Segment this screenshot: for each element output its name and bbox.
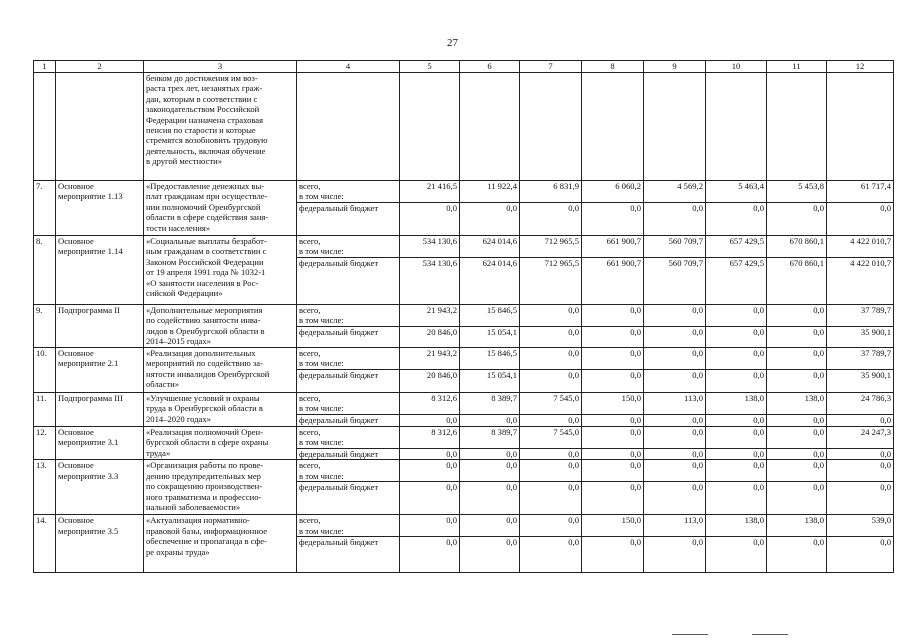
value-federal: 0,0 bbox=[582, 203, 644, 236]
row-number: 9. bbox=[34, 305, 56, 348]
value-total: 138,0 bbox=[706, 393, 767, 415]
table-row bbox=[34, 236, 894, 258]
value-federal: 712 965,5 bbox=[520, 258, 582, 305]
value-federal: 0,0 bbox=[706, 203, 767, 236]
value-total: 138,0 bbox=[706, 515, 767, 537]
value-total: 560 709,7 bbox=[644, 236, 706, 258]
value-total: 21 416,5 bbox=[400, 181, 460, 203]
table-row bbox=[34, 515, 894, 537]
program-description: «Улучшение условий и охраны труда в Оренбургской области в 2014–2020 годах» bbox=[144, 393, 297, 427]
table-row bbox=[34, 181, 894, 203]
value-federal: 0,0 bbox=[827, 203, 894, 236]
value-federal: 657 429,5 bbox=[706, 258, 767, 305]
budget-table bbox=[33, 60, 894, 573]
value-total: 113,0 bbox=[644, 393, 706, 415]
value-total: 534 130,6 bbox=[400, 236, 460, 258]
value-federal: 0,0 bbox=[644, 415, 706, 427]
value-total: 24 786,3 bbox=[827, 393, 894, 415]
value-total: 37 789,7 bbox=[827, 348, 894, 370]
funding-type-total: всего, в том числе: bbox=[297, 515, 400, 537]
funding-type-federal: федеральный бюджет bbox=[297, 537, 400, 573]
value-federal: 624 014,6 bbox=[460, 258, 520, 305]
value-total: 7 545,0 bbox=[520, 393, 582, 415]
column-header: 7 bbox=[520, 61, 582, 73]
program-name: Подпрограмма II bbox=[56, 305, 144, 348]
value-federal: 0,0 bbox=[767, 327, 827, 348]
value-federal: 0,0 bbox=[460, 415, 520, 427]
value-federal: 0,0 bbox=[767, 537, 827, 573]
value-federal: 0,0 bbox=[582, 482, 644, 515]
value-total: 0,0 bbox=[582, 348, 644, 370]
value-total: 0,0 bbox=[460, 460, 520, 482]
value-total: 0,0 bbox=[767, 427, 827, 449]
value-federal: 0,0 bbox=[582, 537, 644, 573]
row-number: 12. bbox=[34, 427, 56, 460]
value-total: 11 922,4 bbox=[460, 181, 520, 203]
funding-type-federal: федеральный бюджет bbox=[297, 258, 400, 305]
value-total: 5 453,8 bbox=[767, 181, 827, 203]
program-description: «Предоставление денежных вы- плат гражданам при осуществле- нии полномочий Оренбургской области в сфере содействия заня- тости населения» bbox=[144, 181, 297, 236]
column-header: 3 bbox=[144, 61, 297, 73]
value-total: 61 717,4 bbox=[827, 181, 894, 203]
column-header: 6 bbox=[460, 61, 520, 73]
value-federal: 0,0 bbox=[827, 415, 894, 427]
column-header: 4 bbox=[297, 61, 400, 73]
funding-type-federal: федеральный бюджет bbox=[297, 370, 400, 393]
value-federal: 0,0 bbox=[400, 537, 460, 573]
column-header: 9 bbox=[644, 61, 706, 73]
table-row bbox=[34, 348, 894, 370]
value-federal: 560 709,7 bbox=[644, 258, 706, 305]
value-federal: 670 860,1 bbox=[767, 258, 827, 305]
value-federal: 0,0 bbox=[827, 449, 894, 460]
value-federal: 0,0 bbox=[767, 449, 827, 460]
program-name: Основное мероприятие 1.13 bbox=[56, 181, 144, 236]
value-federal: 0,0 bbox=[520, 482, 582, 515]
value-total: 0,0 bbox=[706, 460, 767, 482]
program-name: Основное мероприятие 1.14 bbox=[56, 236, 144, 305]
value-total: 0,0 bbox=[644, 348, 706, 370]
value-federal: 0,0 bbox=[644, 482, 706, 515]
value-total: 0,0 bbox=[767, 348, 827, 370]
value-total: 8 389,7 bbox=[460, 393, 520, 415]
value-total: 0,0 bbox=[827, 460, 894, 482]
value-total: 15 846,5 bbox=[460, 348, 520, 370]
value-total: 0,0 bbox=[460, 515, 520, 537]
value-total: 0,0 bbox=[582, 427, 644, 449]
column-header: 2 bbox=[56, 61, 144, 73]
value-total: 0,0 bbox=[767, 305, 827, 327]
page-number: 27 bbox=[447, 37, 458, 49]
program-name: Подпрограмма III bbox=[56, 393, 144, 427]
column-header: 12 bbox=[827, 61, 894, 73]
column-header: 11 bbox=[767, 61, 827, 73]
value-federal: 0,0 bbox=[582, 449, 644, 460]
value-federal: 15 054,1 bbox=[460, 370, 520, 393]
value-federal: 0,0 bbox=[644, 537, 706, 573]
value-total: 8 312,6 bbox=[400, 427, 460, 449]
funding-type-total: всего, в том числе: bbox=[297, 348, 400, 370]
program-name: Основное мероприятие 3.5 bbox=[56, 515, 144, 573]
value-total: 4 422 010,7 bbox=[827, 236, 894, 258]
program-description: «Социальные выплаты безработ- ным гражданам в соответствии с Законом Российской Федерации от 19 апреля 1991 года № 1032-1 «О занятости населения в Рос- сийской Федерации» bbox=[144, 236, 297, 305]
value-total: 0,0 bbox=[582, 305, 644, 327]
value-federal: 0,0 bbox=[767, 370, 827, 393]
row-number: 11. bbox=[34, 393, 56, 427]
value-federal: 0,0 bbox=[582, 415, 644, 427]
value-federal: 0,0 bbox=[706, 537, 767, 573]
value-total: 24 247,3 bbox=[827, 427, 894, 449]
program-name: Основное мероприятие 2.1 bbox=[56, 348, 144, 393]
value-federal: 0,0 bbox=[644, 203, 706, 236]
value-total: 0,0 bbox=[400, 515, 460, 537]
program-name: Основное мероприятие 3.1 bbox=[56, 427, 144, 460]
value-federal: 0,0 bbox=[460, 482, 520, 515]
funding-type-total: всего, в том числе: bbox=[297, 305, 400, 327]
row-number: 7. bbox=[34, 181, 56, 236]
continuation-text: бенком до достижения им воз- раста трех лет, незанятых граж- дан, которым в соответствии с законодательством Российской Федерации назначена страховая пенсия по старости и которые стремятся возобновить трудовую деятельность, включая обучение в другой местности» bbox=[144, 73, 297, 181]
funding-type-total: всего, в том числе: bbox=[297, 460, 400, 482]
value-total: 7 545,0 bbox=[520, 427, 582, 449]
value-total: 0,0 bbox=[644, 427, 706, 449]
row-number: 8. bbox=[34, 236, 56, 305]
column-header: 8 bbox=[582, 61, 644, 73]
value-total: 0,0 bbox=[767, 460, 827, 482]
program-name: Основное мероприятие 3.3 bbox=[56, 460, 144, 515]
funding-type-total: всего, в том числе: bbox=[297, 393, 400, 415]
value-total: 15 846,5 bbox=[460, 305, 520, 327]
value-federal: 0,0 bbox=[644, 370, 706, 393]
value-total: 0,0 bbox=[706, 427, 767, 449]
value-federal: 0,0 bbox=[400, 415, 460, 427]
value-total: 150,0 bbox=[582, 393, 644, 415]
funding-type-federal: федеральный бюджет bbox=[297, 415, 400, 427]
value-federal: 0,0 bbox=[520, 327, 582, 348]
value-total: 0,0 bbox=[520, 460, 582, 482]
value-total: 0,0 bbox=[520, 305, 582, 327]
value-federal: 0,0 bbox=[644, 449, 706, 460]
value-federal: 0,0 bbox=[582, 327, 644, 348]
value-federal: 661 900,7 bbox=[582, 258, 644, 305]
value-federal: 0,0 bbox=[706, 415, 767, 427]
value-total: 661 900,7 bbox=[582, 236, 644, 258]
value-total: 6 060,2 bbox=[582, 181, 644, 203]
program-description: «Организация работы по прове- дению предупредительных мер по сокращению производствен- ного травматизма и профессио- нальной заболеваемости» bbox=[144, 460, 297, 515]
value-total: 0,0 bbox=[644, 460, 706, 482]
value-federal: 0,0 bbox=[400, 482, 460, 515]
value-total: 150,0 bbox=[582, 515, 644, 537]
funding-type-total: всего, в том числе: bbox=[297, 181, 400, 203]
value-total: 138,0 bbox=[767, 515, 827, 537]
funding-type-total: всего, в том числе: bbox=[297, 427, 400, 449]
value-total: 0,0 bbox=[706, 305, 767, 327]
value-total: 6 831,9 bbox=[520, 181, 582, 203]
value-total: 0,0 bbox=[400, 460, 460, 482]
value-federal: 0,0 bbox=[400, 203, 460, 236]
value-federal: 0,0 bbox=[706, 327, 767, 348]
table-row bbox=[34, 305, 894, 327]
value-total: 4 569,2 bbox=[644, 181, 706, 203]
value-federal: 35 900,1 bbox=[827, 327, 894, 348]
value-total: 624 014,6 bbox=[460, 236, 520, 258]
value-total: 657 429,5 bbox=[706, 236, 767, 258]
value-federal: 0,0 bbox=[460, 203, 520, 236]
value-federal: 0,0 bbox=[460, 449, 520, 460]
value-total: 0,0 bbox=[706, 348, 767, 370]
value-federal: 0,0 bbox=[706, 449, 767, 460]
value-federal: 20 846,0 bbox=[400, 370, 460, 393]
program-description: «Дополнительные мероприятия по содействию занятости инва- лидов в Оренбургской области в 2014–2015 годах» bbox=[144, 305, 297, 348]
funding-type-federal: федеральный бюджет bbox=[297, 203, 400, 236]
value-federal: 0,0 bbox=[827, 482, 894, 515]
value-federal: 15 054,1 bbox=[460, 327, 520, 348]
value-federal: 0,0 bbox=[767, 482, 827, 515]
table-row bbox=[34, 460, 894, 482]
value-federal: 0,0 bbox=[767, 203, 827, 236]
program-description: «Реализация полномочий Орен- бургской области в сфере охраны труда» bbox=[144, 427, 297, 460]
value-federal: 0,0 bbox=[520, 415, 582, 427]
value-total: 8 389,7 bbox=[460, 427, 520, 449]
funding-type-federal: федеральный бюджет bbox=[297, 482, 400, 515]
funding-type-federal: федеральный бюджет bbox=[297, 449, 400, 460]
column-header: 5 bbox=[400, 61, 460, 73]
value-federal: 0,0 bbox=[520, 370, 582, 393]
column-header: 1 bbox=[34, 61, 56, 73]
row-number: 14. bbox=[34, 515, 56, 573]
value-federal: 0,0 bbox=[582, 370, 644, 393]
row-number: 10. bbox=[34, 348, 56, 393]
row-number: 13. bbox=[34, 460, 56, 515]
table-row bbox=[34, 393, 894, 415]
continuation-row bbox=[34, 73, 894, 181]
value-total: 0,0 bbox=[582, 460, 644, 482]
program-description: «Реализация дополнительных мероприятий по содействию за- нятости инвалидов Оренбургской области» bbox=[144, 348, 297, 393]
value-total: 5 463,4 bbox=[706, 181, 767, 203]
value-federal: 534 130,6 bbox=[400, 258, 460, 305]
value-total: 0,0 bbox=[520, 515, 582, 537]
value-total: 0,0 bbox=[644, 305, 706, 327]
funding-type-total: всего, в том числе: bbox=[297, 236, 400, 258]
value-federal: 0,0 bbox=[520, 537, 582, 573]
funding-type-federal: федеральный бюджет bbox=[297, 327, 400, 348]
value-total: 8 312,6 bbox=[400, 393, 460, 415]
value-total: 138,0 bbox=[767, 393, 827, 415]
value-federal: 0,0 bbox=[460, 537, 520, 573]
value-total: 670 860,1 bbox=[767, 236, 827, 258]
value-total: 21 943,2 bbox=[400, 305, 460, 327]
value-federal: 0,0 bbox=[520, 203, 582, 236]
value-total: 113,0 bbox=[644, 515, 706, 537]
value-federal: 0,0 bbox=[767, 415, 827, 427]
table-body bbox=[34, 73, 894, 573]
value-federal: 0,0 bbox=[400, 449, 460, 460]
column-header: 10 bbox=[706, 61, 767, 73]
header-row bbox=[34, 61, 894, 73]
value-federal: 20 846,0 bbox=[400, 327, 460, 348]
value-federal: 0,0 bbox=[706, 482, 767, 515]
footer-rule bbox=[752, 634, 788, 635]
footer-rule bbox=[672, 634, 708, 635]
value-total: 21 943,2 bbox=[400, 348, 460, 370]
value-total: 539,0 bbox=[827, 515, 894, 537]
value-federal: 4 422 010,7 bbox=[827, 258, 894, 305]
value-federal: 0,0 bbox=[644, 327, 706, 348]
value-total: 712 965,5 bbox=[520, 236, 582, 258]
table-row bbox=[34, 427, 894, 449]
program-description: «Актуализация нормативно- правовой базы, информационное обеспечение и пропаганда в сфе- ре охраны труда» bbox=[144, 515, 297, 573]
value-federal: 0,0 bbox=[706, 370, 767, 393]
value-federal: 0,0 bbox=[827, 537, 894, 573]
value-federal: 0,0 bbox=[520, 449, 582, 460]
value-total: 37 789,7 bbox=[827, 305, 894, 327]
value-federal: 35 900,1 bbox=[827, 370, 894, 393]
value-total: 0,0 bbox=[520, 348, 582, 370]
